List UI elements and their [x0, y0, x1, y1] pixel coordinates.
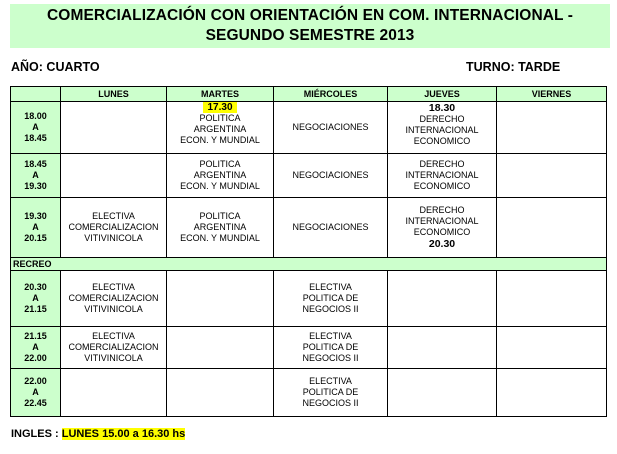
cell-line: ELECTIVA: [92, 211, 135, 221]
cell-miercoles: [274, 198, 388, 258]
schedule-row: [11, 369, 607, 417]
time-cell: [11, 369, 61, 417]
time-cell: [11, 327, 61, 369]
cell-line: NEGOCIACIONES: [292, 170, 369, 180]
header-martes: MARTES: [167, 87, 274, 102]
cell-line: NEGOCIACIONES: [292, 222, 369, 232]
cell-line: 21.15: [24, 331, 47, 341]
cell-line: ECON. Y MUNDIAL: [180, 135, 260, 145]
cell-line: VITIVINICOLA: [84, 304, 143, 314]
cell-line: 18.45: [24, 133, 47, 143]
schedule-row: [11, 327, 607, 369]
cell-line: 22.00: [24, 353, 47, 363]
cell-viernes: [497, 271, 607, 327]
cell-line: A: [32, 342, 39, 352]
cell-line: ARGENTINA: [193, 124, 247, 134]
cell-line: DERECHO: [419, 114, 465, 124]
cell-line: DERECHO: [419, 205, 465, 215]
cell-line: INTERNACIONAL: [405, 216, 479, 226]
cell-line: 18.45: [24, 159, 47, 169]
header-corner: [11, 87, 61, 102]
schedule-row: [11, 102, 607, 154]
header-miercoles: MIÉRCOLES: [274, 87, 388, 102]
cell-martes: [167, 327, 274, 369]
cell-lunes: [61, 369, 167, 417]
cell-jueves: [388, 327, 497, 369]
cell-line: 22.00: [24, 376, 47, 386]
cell-line: POLITICA: [199, 159, 241, 169]
cell-line: A: [32, 170, 39, 180]
cell-martes: [167, 198, 274, 258]
cell-line: INTERNACIONAL: [405, 125, 479, 135]
cell-line: ECON. Y MUNDIAL: [180, 181, 260, 191]
cell-line: ELECTIVA: [92, 282, 135, 292]
cell-line: INTERNACIONAL: [405, 170, 479, 180]
header-jueves: JUEVES: [388, 87, 497, 102]
header-lunes: LUNES: [61, 87, 167, 102]
start-time-note: 18.30: [428, 102, 456, 114]
cell-line: DERECHO: [419, 159, 465, 169]
time-cell: [11, 271, 61, 327]
cell-line: 21.15: [24, 304, 47, 314]
cell-miercoles: [274, 369, 388, 417]
cell-martes: [167, 369, 274, 417]
cell-viernes: [497, 102, 607, 154]
title-line-1: COMERCIALIZACIÓN CON ORIENTACIÓN EN COM. INTERNACIONAL -: [47, 7, 573, 24]
shift-label: TURNO: TARDE: [466, 60, 561, 74]
cell-viernes: [497, 198, 607, 258]
cell-line: ECONOMICO: [413, 181, 471, 191]
cell-line: 20.30: [24, 282, 47, 292]
cell-martes: [167, 154, 274, 198]
cell-viernes: [497, 154, 607, 198]
cell-line: ELECTIVA: [92, 331, 135, 341]
cell-line: A: [32, 293, 39, 303]
cell-line: ELECTIVA: [309, 376, 352, 386]
cell-jueves: [388, 154, 497, 198]
cell-line: 19.30: [24, 181, 47, 191]
cell-line: ECONOMICO: [413, 136, 471, 146]
cell-line: 22.45: [24, 398, 47, 408]
cell-line: ECONOMICO: [413, 227, 471, 237]
header-viernes: VIERNES: [497, 87, 607, 102]
cell-line: POLITICA: [199, 113, 241, 123]
cell-line: POLITICA DE: [302, 342, 359, 352]
cell-miercoles: [274, 102, 388, 154]
cell-lunes: [61, 102, 167, 154]
cell-line: VITIVINICOLA: [84, 353, 143, 363]
footer-english: [11, 428, 185, 440]
cell-jueves: [388, 271, 497, 327]
cell-lunes: [61, 154, 167, 198]
cell-martes: [167, 102, 274, 154]
schedule-table: [10, 86, 607, 417]
cell-miercoles: [274, 271, 388, 327]
cell-line: 19.30: [24, 211, 47, 221]
time-cell: [11, 102, 61, 154]
cell-line: ARGENTINA: [193, 222, 247, 232]
footer-value: LUNES 15.00 a 16.30 hs: [61, 428, 186, 440]
cell-lunes: [61, 327, 167, 369]
cell-line: VITIVINICOLA: [84, 233, 143, 243]
cell-line: NEGOCIOS II: [302, 304, 359, 314]
cell-jueves: [388, 102, 497, 154]
cell-jueves: [388, 369, 497, 417]
cell-line: NEGOCIACIONES: [292, 122, 369, 132]
cell-line: A: [32, 222, 39, 232]
cell-line: POLITICA DE: [302, 387, 359, 397]
cell-line: ELECTIVA: [309, 282, 352, 292]
start-time-note: 17.30: [203, 102, 236, 113]
cell-line: 18.00: [24, 111, 47, 121]
cell-miercoles: [274, 154, 388, 198]
cell-line: A: [32, 387, 39, 397]
cell-line: POLITICA: [199, 211, 241, 221]
cell-viernes: [497, 369, 607, 417]
schedule-row: [11, 154, 607, 198]
title-line-2: SEGUNDO SEMESTRE 2013: [205, 27, 415, 44]
end-time-note: 20.30: [428, 238, 456, 250]
cell-line: POLITICA DE: [302, 293, 359, 303]
cell-line: COMERCIALIZACION: [68, 222, 159, 232]
cell-line: ARGENTINA: [193, 170, 247, 180]
cell-lunes: [61, 198, 167, 258]
recreo-label: RECREO: [11, 258, 607, 271]
cell-line: 20.15: [24, 233, 47, 243]
schedule-row: [11, 271, 607, 327]
cell-line: COMERCIALIZACION: [68, 293, 159, 303]
cell-line: COMERCIALIZACION: [68, 342, 159, 352]
time-cell: [11, 154, 61, 198]
cell-miercoles: [274, 327, 388, 369]
title-banner: [10, 4, 610, 48]
cell-viernes: [497, 327, 607, 369]
cell-line: NEGOCIOS II: [302, 353, 359, 363]
recreo-row: [11, 258, 607, 271]
cell-lunes: [61, 271, 167, 327]
cell-line: A: [32, 122, 39, 132]
cell-line: NEGOCIOS II: [302, 398, 359, 408]
year-label: AÑO: CUARTO: [11, 60, 100, 74]
schedule-row: [11, 198, 607, 258]
cell-martes: [167, 271, 274, 327]
cell-jueves: [388, 198, 497, 258]
time-cell: [11, 198, 61, 258]
cell-line: ECON. Y MUNDIAL: [180, 233, 260, 243]
cell-line: ELECTIVA: [309, 331, 352, 341]
footer-label: INGLES :: [11, 428, 62, 440]
